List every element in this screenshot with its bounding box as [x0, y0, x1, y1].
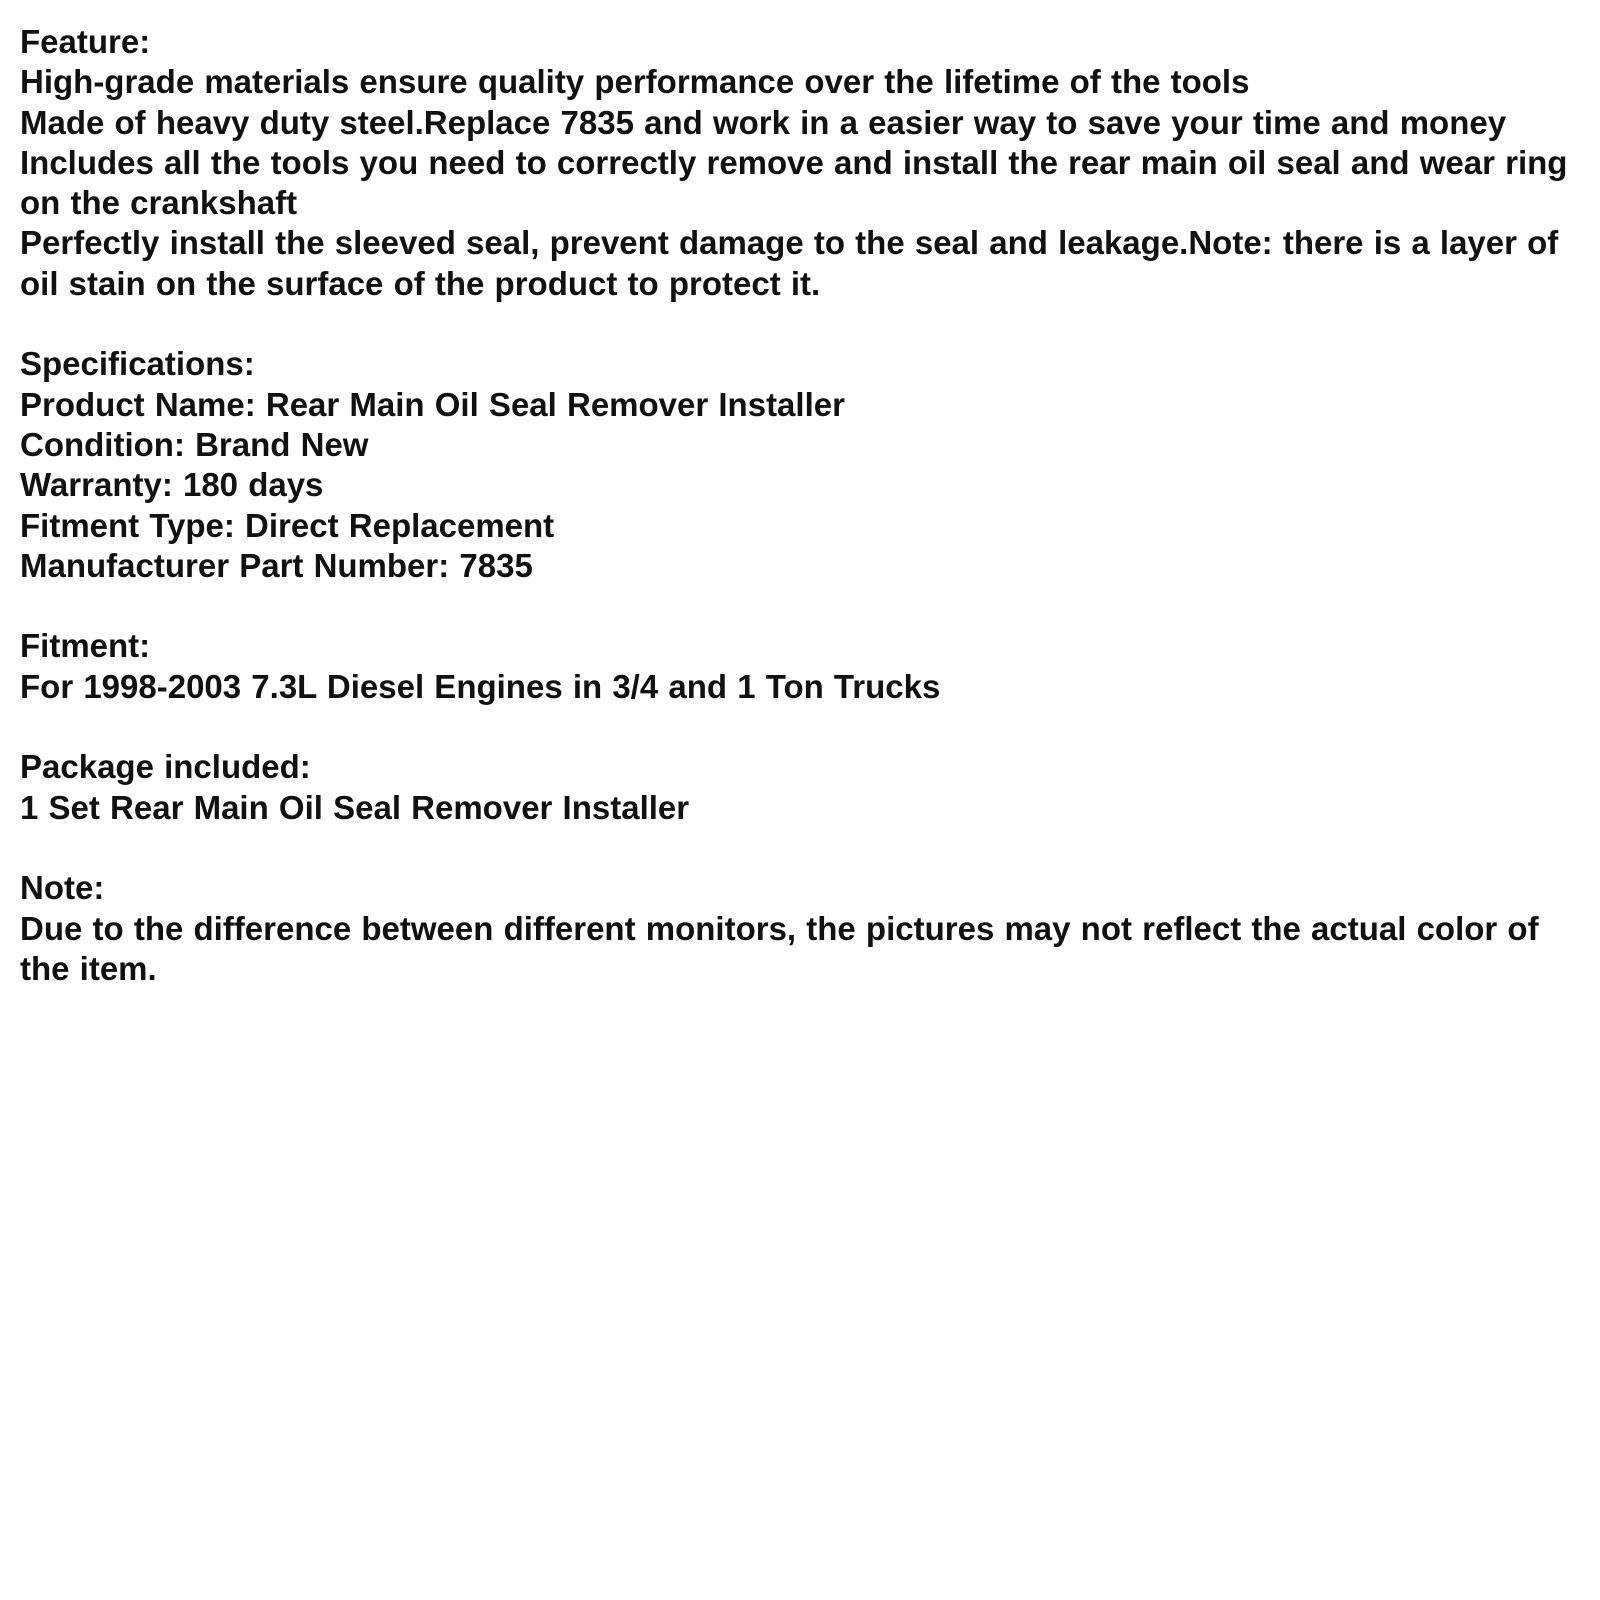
feature-section [20, 22, 1580, 304]
package-section [20, 747, 1580, 828]
fitment-heading: Fitment: [20, 627, 151, 665]
fitment-line: For 1998-2003 7.3L Diesel Engines in 3/4 and 1 Ton Trucks [20, 667, 941, 705]
feature-line: Made of heavy duty steel.Replace 7835 and work in a easier way to save your time and money [20, 103, 1507, 141]
note-heading: Note: [20, 869, 105, 907]
fitment-section [20, 626, 1580, 707]
note-line: Due to the difference between different monitors, the pictures may not reflect the actual color of the item. [20, 909, 1539, 987]
spec-part-number: Manufacturer Part Number: 7835 [20, 546, 533, 584]
package-heading: Package included: [20, 748, 311, 786]
feature-line: Perfectly install the sleeved seal, prevent damage to the seal and leakage.Note: there is a layer of oil stain on the surface of the product to protect it. [20, 224, 1559, 302]
spec-product-name: Product Name: Rear Main Oil Seal Remover Installer [20, 385, 845, 423]
spec-condition: Condition: Brand New [20, 425, 369, 463]
product-description [20, 22, 1580, 989]
note-section [20, 868, 1580, 989]
feature-line: High-grade materials ensure quality performance over the lifetime of the tools [20, 63, 1250, 101]
spec-warranty: Warranty: 180 days [20, 466, 324, 504]
feature-heading: Feature: [20, 23, 151, 60]
specifications-section [20, 344, 1580, 586]
package-line: 1 Set Rear Main Oil Seal Remover Installer [20, 788, 690, 826]
spec-fitment-type: Fitment Type: Direct Replacement [20, 506, 555, 544]
specifications-heading: Specifications: [20, 345, 255, 383]
feature-line: Includes all the tools you need to correctly remove and install the rear main oil seal and wear ring on the crankshaft [20, 143, 1568, 222]
